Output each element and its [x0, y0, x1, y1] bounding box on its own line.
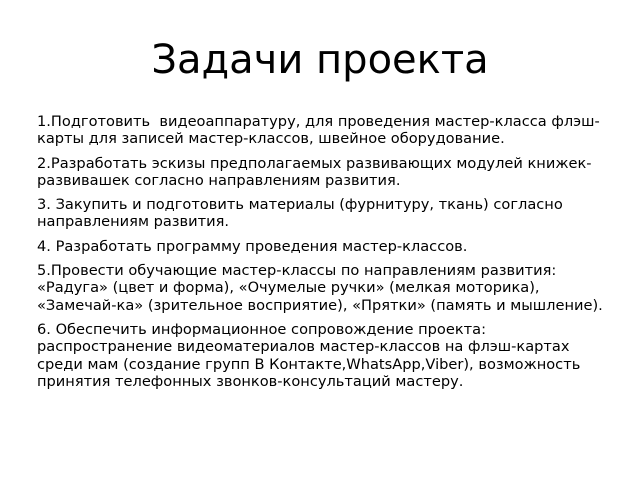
task-item-4: 4. Разработать программу проведения мастер-классов. [37, 237, 468, 255]
task-item-2: 2.Разработать эскизы предполагаемых развивающих модулей книжек-развивашек согласно направлениям развития. [37, 154, 592, 189]
task-item-3: 3. Закупить и подготовить материалы (фурнитуру, ткань) согласно направлениям развития. [37, 196, 568, 231]
slide-title: Задачи проекта [151, 37, 489, 83]
task-list [37, 113, 612, 397]
task-item-5: 5.Провести обучающие мастер-классы по направлениям развития: «Радуга» (цвет и форма), «Очумелые ручки» (мелкая моторика), «Замечай-ка» (зрительное восприятие), «Прятки» (память и мышление). [37, 262, 603, 314]
task-item-6: 6. Обеспечить информационное сопровождение проекта: распространение видеоматериалов мастер-классов на флэш-картах среди мам (создание групп В Контакте,WhatsApp,Viber), возможность принятия телефонных звонков-консультаций мастеру. [37, 320, 585, 390]
task-item-1: 1.Подготовить видеоаппаратуру, для проведения мастер-класса флэш-карты для записей мастер-классов, швейное оборудование. [37, 113, 600, 148]
